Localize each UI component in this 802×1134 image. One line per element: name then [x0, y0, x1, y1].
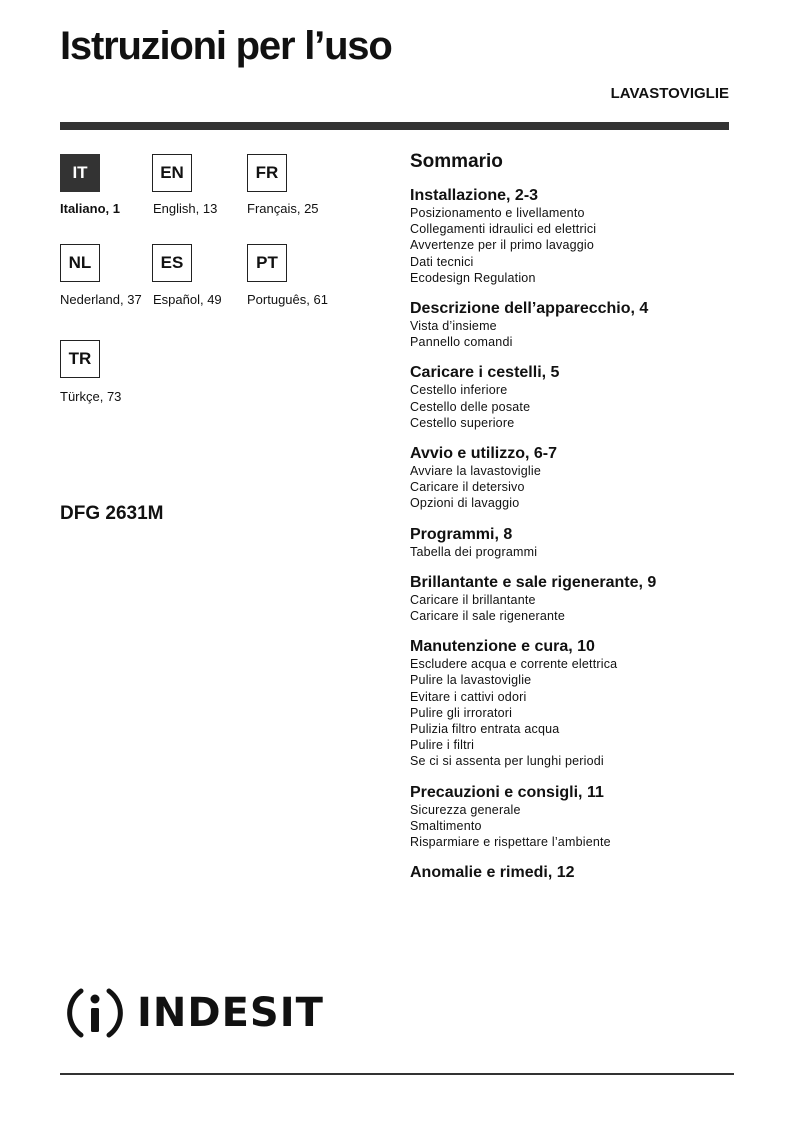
toc-item[interactable]: Caricare il detersivo [410, 480, 525, 495]
toc-item[interactable]: Avviare la lavastoviglie [410, 464, 542, 479]
lang-box-it[interactable]: IT [60, 154, 100, 192]
lang-label-en: English, 13 [153, 201, 218, 216]
lang-box-es[interactable]: ES [152, 244, 192, 282]
toc-section-heading[interactable]: Caricare i cestelli, 5 [410, 364, 560, 382]
lang-box-tr[interactable]: TR [60, 340, 100, 378]
toc-section-heading[interactable]: Avvio e utilizzo, 6-7 [410, 445, 557, 463]
toc-item[interactable]: Evitare i cattivi odori [410, 689, 527, 704]
lang-box-pt[interactable]: PT [247, 244, 287, 282]
toc-section [410, 863, 740, 882]
toc-item[interactable]: Pannello comandi [410, 335, 513, 350]
table-of-contents [410, 151, 740, 895]
toc-section [410, 186, 740, 286]
toc-item[interactable]: Risparmiare e rispettare l’ambiente [410, 835, 611, 850]
lang-label-nl: Nederland, 37 [60, 292, 142, 307]
lang-box-en[interactable]: EN [152, 154, 192, 192]
toc-item[interactable]: Escludere acqua e corrente elettrica [410, 657, 618, 672]
toc-section-heading[interactable]: Programmi, 8 [410, 525, 513, 543]
toc-item[interactable]: Opzioni di lavaggio [410, 496, 520, 511]
toc-item[interactable]: Se ci si assenta per lunghi periodi [410, 754, 604, 769]
page-title: Istruzioni per l’uso [60, 24, 392, 68]
model-number: DFG 2631M [60, 503, 164, 524]
lang-box-nl[interactable]: NL [60, 244, 100, 282]
toc-item[interactable]: Posizionamento e livellamento [410, 206, 585, 220]
toc-item[interactable]: Caricare il sale rigenerante [410, 609, 565, 624]
toc-item[interactable]: Collegamenti idraulici ed elettrici [410, 222, 597, 237]
toc-item[interactable]: Caricare il brillantante [410, 592, 536, 607]
toc-section-heading[interactable]: Brillantante e sale rigenerante, 9 [410, 573, 657, 591]
header-divider [60, 122, 729, 130]
lang-label-it: Italiano, 1 [60, 201, 120, 216]
toc-item[interactable]: Pulire i filtri [410, 738, 475, 753]
lang-label-fr: Français, 25 [247, 201, 319, 216]
toc-section [410, 783, 740, 851]
toc-item[interactable]: Pulire gli irroratori [410, 705, 513, 720]
toc-item[interactable]: Avvertenze per il primo lavaggio [410, 238, 595, 253]
toc-item[interactable]: Cestello superiore [410, 415, 515, 430]
product-category: LAVASTOVIGLIE [610, 85, 729, 102]
toc-item[interactable]: Cestello delle posate [410, 399, 531, 414]
toc-item[interactable]: Pulire la lavastoviglie [410, 673, 532, 688]
toc-section [410, 637, 740, 769]
toc-item[interactable]: Pulizia filtro entrata acqua [410, 722, 560, 737]
footer-divider [60, 1073, 734, 1075]
indesit-i-icon [63, 983, 127, 1043]
toc-section [410, 363, 740, 431]
toc-section-heading[interactable]: Manutenzione e cura, 10 [410, 638, 595, 656]
toc-item[interactable]: Ecodesign Regulation [410, 270, 536, 285]
toc-section-heading[interactable]: Installazione, 2-3 [410, 187, 539, 204]
toc-item[interactable]: Smaltimento [410, 818, 482, 833]
brand-name: INDESIT [137, 990, 324, 1036]
toc-section-heading[interactable]: Precauzioni e consigli, 11 [410, 783, 604, 801]
toc-section-heading[interactable]: Anomalie e rimedi, 12 [410, 864, 575, 882]
toc-item[interactable]: Cestello inferiore [410, 383, 508, 398]
lang-label-tr: Türkçe, 73 [60, 389, 122, 404]
toc-sections [410, 186, 740, 882]
lang-label-pt: Português, 61 [247, 292, 328, 307]
lang-label-es: Español, 49 [153, 292, 222, 307]
toc-item[interactable]: Vista d’insieme [410, 319, 497, 334]
toc-section [410, 525, 740, 560]
toc-title: Sommario [410, 151, 503, 172]
toc-section-heading[interactable]: Descrizione dell’apparecchio, 4 [410, 300, 649, 318]
lang-box-fr[interactable]: FR [247, 154, 287, 192]
toc-section [410, 299, 740, 350]
toc-item[interactable]: Tabella dei programmi [410, 544, 538, 559]
toc-item[interactable]: Dati tecnici [410, 254, 474, 269]
brand-logo [63, 983, 324, 1043]
toc-section [410, 444, 740, 512]
toc-section [410, 573, 740, 624]
toc-item[interactable]: Sicurezza generale [410, 802, 521, 817]
